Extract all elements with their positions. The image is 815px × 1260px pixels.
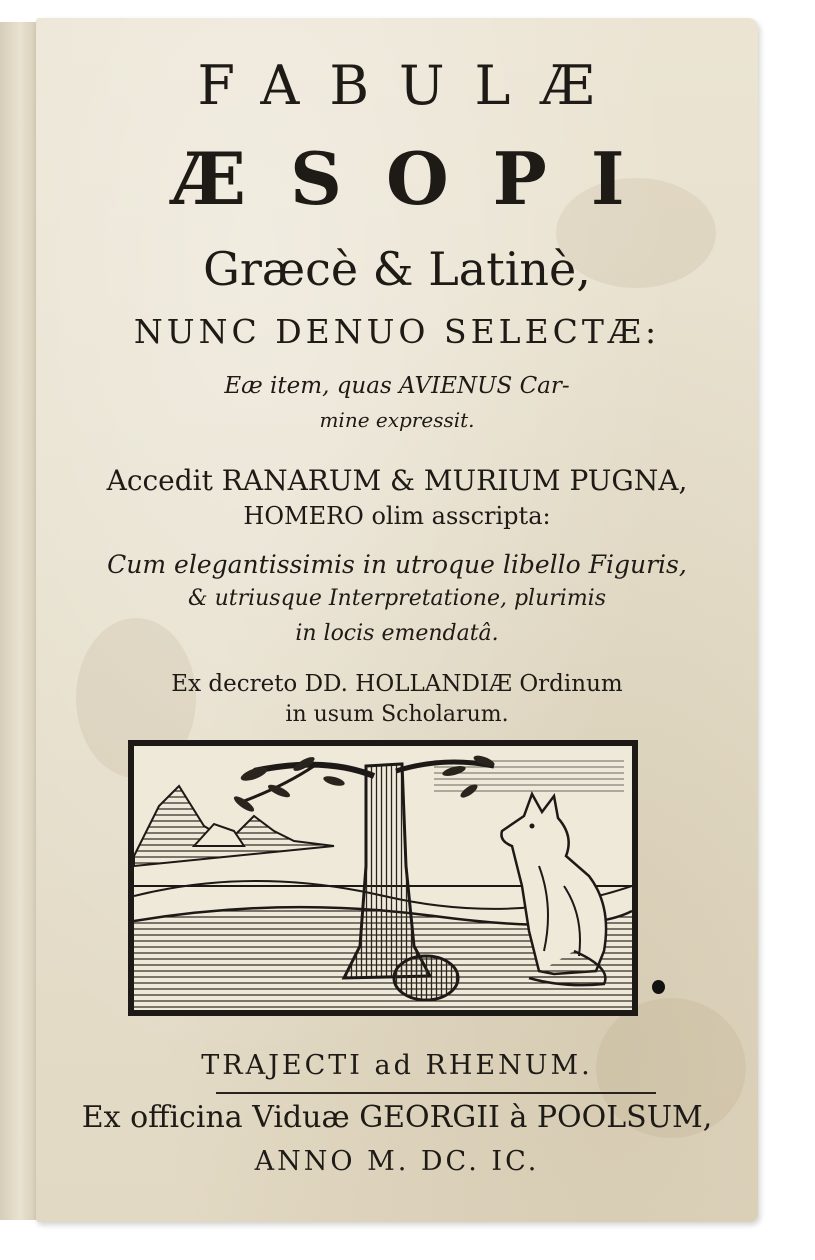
imprint-year: ANNO M. DC. IC. [254,1146,540,1177]
description-line-1: Cum elegantissimis in utroque libello Figuris, [107,550,687,579]
decree-line-2: in usum Scholarum. [285,702,509,727]
ink-blot [652,980,665,994]
title-fabulae: FABULÆ [197,54,625,117]
imprint-place: TRAJECTI ad RHENUM. [201,1050,593,1081]
description-line-2: & utriusque Interpretatione, plurimis [188,586,606,611]
title-nunc-denuo: NUNC DENUO SELECTÆ: [133,312,661,351]
accedit-line-1: Accedit RANARUM & MURIUM PUGNA, [106,464,688,497]
imprint-rule [216,1092,656,1094]
accedit-line-2: HOMERO olim asscripta: [243,502,551,530]
imprint-publisher: Ex officina Viduæ GEORGII à POOLSUM, [81,1100,713,1135]
title-graece-latine: Græcè & Latinè, [203,242,591,296]
subtitle-line-1: Eæ item, quas AVIENUS Car- [224,373,570,399]
woodcut-illustration [128,740,638,1016]
fox-tree-woodcut-icon [134,746,632,1010]
title-page [36,18,758,1222]
subtitle-line-2: mine expressit. [319,408,475,432]
title-aesopi: ÆSOPI [171,136,669,221]
description-line-3: in locis emendatâ. [295,621,499,646]
decree-line-1: Ex decreto DD. HOLLANDIÆ Ordinum [171,671,623,697]
